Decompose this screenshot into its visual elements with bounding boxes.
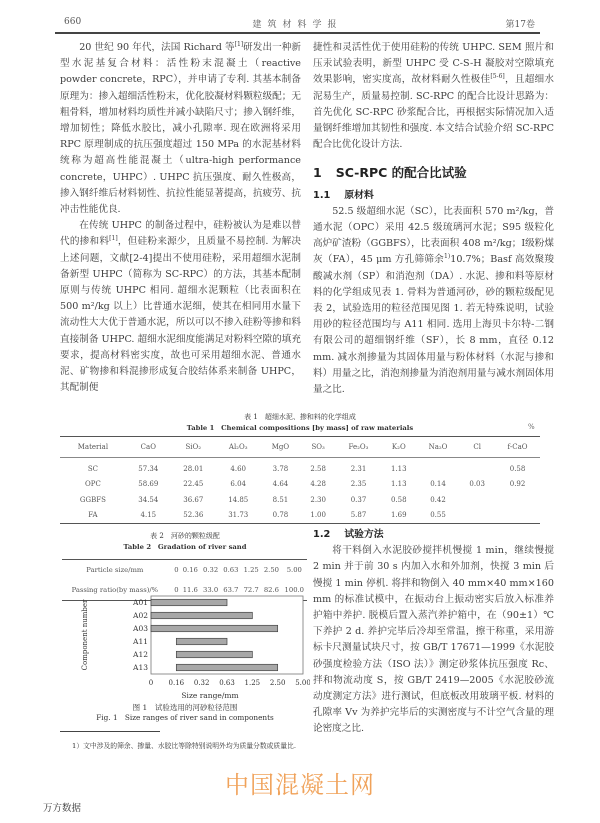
table-cell (495, 508, 540, 524)
citation[interactable]: [1] (234, 40, 244, 48)
table-cell: 0.32 (200, 560, 220, 581)
table-cell: 57.34 (138, 464, 159, 473)
table2-caption-cn: 表 2 河砂的颗粒级配 (150, 532, 220, 540)
x-tick-label: 0.32 (193, 679, 210, 687)
table-cell: 34.54 (138, 495, 159, 504)
footnote-rule (60, 731, 160, 732)
y-tick-label: A01 (133, 598, 148, 607)
table-cell: 1.00 (300, 508, 336, 524)
material-name: SC (87, 464, 98, 473)
citation[interactable]: [5-6] (490, 73, 505, 81)
y-tick-label: A13 (133, 663, 148, 672)
table-cell: 0.63 (221, 560, 241, 581)
table-cell: 2.50 (261, 560, 281, 581)
table-cell: 33.0 (200, 580, 220, 601)
col-header: Material (60, 437, 126, 458)
paragraph-materials: 52.5 级超细水泥（SC），比表面积 570 m²/kg，普通水泥（OPC）采用 42.5 级琉璃河水泥；S95 级粒化高炉矿渣粉（GGBFS），比表面积 408 m²/kg；Ⅰ级粉煤灰（FA），45 μm 方孔筛筛余$^{1)}$10.7%；Basf 高效聚羧酸减水剂（SP）和消泡剂（DA）. 水泥、掺和料等原材料的化学组成见表 1. 骨料为普通河砂，砂的颗粒级配见表 2，试验选用的粒径范围见图 1. 若无特殊说明，试验用砂的粒径范围均与 A11 相同. 选用上海贝卡尔特-二钢有限公司的超细钢纤维（SF），长 8 mm，直径 0.12 mm. 减水剂掺量为其固体用量与粉体材料（水泥与掺和料）用量之比，消泡剂掺量为消泡剂用量与减水剂固体用量之比. (313, 205, 554, 396)
section-heading: 1 SC-RPC 的配合比试验 (313, 165, 467, 181)
material-name: GGBFS (79, 495, 106, 504)
watermark: 中国混凝土网 (225, 771, 375, 799)
volume-label: 第17卷 (505, 20, 535, 30)
table-cell: 3.78 (272, 464, 289, 473)
x-tick-label: 1.25 (244, 679, 261, 687)
table-cell: 2.30 (310, 495, 326, 504)
table-cell: 4.28 (310, 480, 326, 489)
subsection-heading-methods: 1.2 试验方法 (313, 529, 384, 540)
table1-chemical-compositions (60, 436, 540, 524)
table-cell: 4.64 (272, 480, 289, 489)
bar-a12 (176, 651, 252, 657)
figure1-caption (60, 702, 310, 723)
table-cell: 1.25 (241, 560, 261, 581)
table-cell: 31.73 (216, 508, 261, 524)
table-cell (417, 458, 460, 477)
x-tick-label: 0.63 (219, 679, 235, 687)
table-cell: 6.04 (230, 480, 247, 489)
right-column (313, 40, 554, 398)
paragraph-intro: 20 世纪 90 年代，法国 Richard 等[1]研发出一种新型水泥基复合材料：活性粉末混凝土（reactive powder concrete，RPC），并申请了专利. 其基本制备原理为：掺入超细活性粉末，优化胶凝材料颗粒级配；无粗骨料，增加材料均质性并减小缺陷尺寸；掺入钢纤维，增加韧性；降低水胶比，减小孔隙率. 现在欧洲将采用 RPC 原理制成的抗压强度超过 150 MPa 的水泥基材料统称为超高性能混凝土（ultra-high performance concrete，UHPC）. UHPC 抗压强度、耐久性极高，掺入钢纤维后材料韧性、抗拉性能显著提高，抗疲劳、抗冲击性能优良. (60, 40, 301, 216)
bar-a02 (151, 612, 252, 618)
methods-section (313, 527, 554, 738)
bar-a03 (151, 625, 278, 631)
x-tick-label: 5.00 (295, 679, 310, 687)
table-cell: 2.31 (350, 464, 367, 473)
table-cell: 100.0 (282, 580, 307, 601)
table-cell: 4.60 (230, 464, 247, 473)
left-column (60, 40, 301, 396)
table-cell: 82.6 (261, 580, 281, 601)
table-cell: 58.69 (138, 480, 159, 489)
table-cell: 0.58 (391, 495, 407, 504)
x-axis-label: Size range/mm (181, 691, 239, 700)
y-tick-label: A03 (133, 624, 148, 633)
footnote: 1）文中涉及的筛余、掺量、水胶比等除特别说明外均为质量分数或质量比. (72, 742, 296, 750)
table-row (60, 477, 540, 493)
table-cell: 22.45 (183, 480, 204, 489)
col-header: Na₂O (417, 437, 460, 458)
col-header: Cl (459, 437, 495, 458)
subsection-heading-materials: 1.1 原材料 (313, 189, 374, 201)
y-tick-label: A11 (133, 637, 148, 646)
material-name: OPC (85, 480, 101, 489)
table-cell (459, 458, 495, 477)
table2-caption (60, 531, 310, 551)
figure1-chart (60, 592, 310, 702)
col-header: SiO₂ (171, 437, 216, 458)
row-label: Passing ratio(by mass)/% (62, 580, 173, 601)
table-cell (495, 492, 540, 508)
table-cell: 63.7 (221, 580, 241, 601)
table-cell: 2.58 (310, 464, 326, 473)
source-mark: 万方数据 (43, 803, 82, 814)
col-header: SO₃ (300, 437, 336, 458)
table1-unit: % (528, 423, 535, 431)
bar-a11 (176, 638, 227, 644)
table-cell: 0.37 (350, 495, 367, 504)
table-header-row (60, 437, 540, 458)
table-cell: 1.69 (381, 508, 417, 524)
table-cell (459, 492, 495, 508)
paragraph-background: 在传统 UHPC 的制备过程中，硅粉被认为是难以替代的掺和料[1]，但硅粉来源少，且质量不易控制. 为解决上述问题，文献[2-4]提出不使用硅粉，采用超细水泥制备新型 UHPC（简称为 SC-RPC）的方法，其基本配制原则与传统 UHPC 相同. 超细水泥颗粒（比表面积在 500 m²/kg 以上）比普通水泥细，使其在相同用水量下流动性大大优于普通水泥，所以可以不掺入硅粉等掺和料直接制备 UHPC. 超细水泥细度能满足对粉料空隙的填充要求，提高材料密实度，故也可采用超细水泥、普通水泥、矿物掺和料混掺形成复合胶结体系来制备 UHPC，其配制便 (60, 220, 301, 394)
table-cell: 5.87 (336, 508, 381, 524)
header-rule (55, 32, 540, 34)
table-cell: 14.85 (228, 495, 249, 504)
size-range-chart (60, 592, 310, 702)
page-number: 660 (64, 17, 82, 27)
paragraph-continued: 捷性和灵活性优于使用硅粉的传统 UHPC. SEM 照片和压汞试验表明，新型 UHPC 受 C-S-H 凝胶对空隙填充效果影响，密实度高，故材料耐久性极佳[5-6]，且超细水泥易生产，质量易控制. SC-RPC 的配合比设计思路为：首先优化 SC-RPC 砂浆配合比，再根据实际情况加入适量钢纤维增加其韧性和强度. 本文结合试验介绍 SC-RPC 配合比优化设计方法. (313, 42, 555, 151)
y-axis-label: Component number (81, 599, 89, 671)
bar-a13 (176, 664, 277, 670)
citation[interactable]: [1] (109, 235, 118, 243)
table-cell: 0.14 (430, 480, 446, 489)
table-cell (459, 508, 495, 524)
table-cell: 4.15 (126, 508, 171, 524)
table-cell: 0 (173, 560, 180, 581)
footnote-ref[interactable]: 1) (444, 253, 451, 261)
plot-area (151, 596, 303, 674)
table-cell: 5.00 (282, 560, 307, 581)
col-header: f-CaO (495, 437, 540, 458)
journal-title: 建筑材料学报 (252, 20, 343, 30)
table-cell: 0.78 (261, 508, 301, 524)
table2-caption-en: Table 2 Gradation of river sand (123, 543, 247, 551)
material-name: FA (60, 508, 126, 524)
y-tick-label: A02 (133, 611, 148, 620)
table-cell: 0.16 (180, 560, 200, 581)
table-cell: 0.92 (509, 480, 526, 489)
table-cell: 1.13 (391, 464, 407, 473)
table-cell: 0.42 (430, 495, 446, 504)
table-cell: 2.35 (350, 480, 367, 489)
table-cell: 28.01 (183, 464, 204, 473)
col-header: CaO (126, 437, 171, 458)
table-row (60, 458, 540, 477)
y-tick-label: A12 (133, 650, 148, 659)
col-header: Al₂O₃ (216, 437, 261, 458)
table-cell: 0.58 (509, 464, 526, 473)
table1-caption (60, 412, 540, 432)
table-cell: 0.55 (417, 508, 460, 524)
x-tick-label: 0.16 (168, 679, 185, 687)
table-cell: 0 (173, 580, 180, 601)
table-row (62, 560, 307, 581)
table1-caption-en: Table 1 Chemical compositions [by mass] of raw materials (186, 424, 414, 432)
table-cell: 11.6 (180, 580, 200, 601)
table-cell: 52.36 (171, 508, 216, 524)
col-header: K₂O (381, 437, 417, 458)
figure1-caption-en: Fig. 1 Size ranges of river sand in components (96, 713, 274, 722)
x-tick-label: 2.50 (269, 679, 286, 687)
table-cell: 1.13 (391, 480, 407, 489)
table-row (60, 508, 540, 524)
x-tick-label: 0 (148, 679, 154, 687)
table1-caption-cn: 表 1 超细水泥、掺和料的化学组成 (244, 413, 356, 421)
row-label: Particle size/mm (62, 560, 173, 581)
col-header: MgO (261, 437, 301, 458)
figure1-caption-cn: 图 1 试验选用的河砂粒径范围 (132, 703, 238, 712)
table-cell: 8.51 (272, 495, 289, 504)
paragraph-methods: 将干料倒入水泥胶砂搅拌机慢搅 1 min，继续慢搅 2 min 并于前 30 s 内加入水和外加剂，快搅 3 min 后慢搅 1 min 停机. 将拌和物倒入 40 mm×40 mm×160 mm 的标准试模中，在振动台上振动密实后放入标准养护箱中养护. 脱模后置入蒸汽养护箱中，在（90±1）℃下养护 2 d. 养护完毕后冷却至常温，擦干称重，采用游标卡尺测量试块尺寸，按 GB/T 17671—1999《水泥胶砂强度检验方法（ISO 法）》测定砂浆体抗压强度 Rc、拌和物流动度 S，按 GB/T 2419—2005《水泥胶砂流动度测定方法》进行测试，但底板改用玻璃平板. 材料的孔隙率 Vv 为养护完毕后的实测密度与不计空气含量的理论密度之比. (313, 545, 554, 735)
bar-a01 (151, 599, 227, 605)
table-cell: 72.7 (241, 580, 261, 601)
running-header (60, 17, 535, 33)
table-cell: 0.03 (469, 480, 485, 489)
table-row (60, 492, 540, 508)
col-header: Fe₂O₃ (336, 437, 381, 458)
table-cell: 36.67 (183, 495, 204, 504)
